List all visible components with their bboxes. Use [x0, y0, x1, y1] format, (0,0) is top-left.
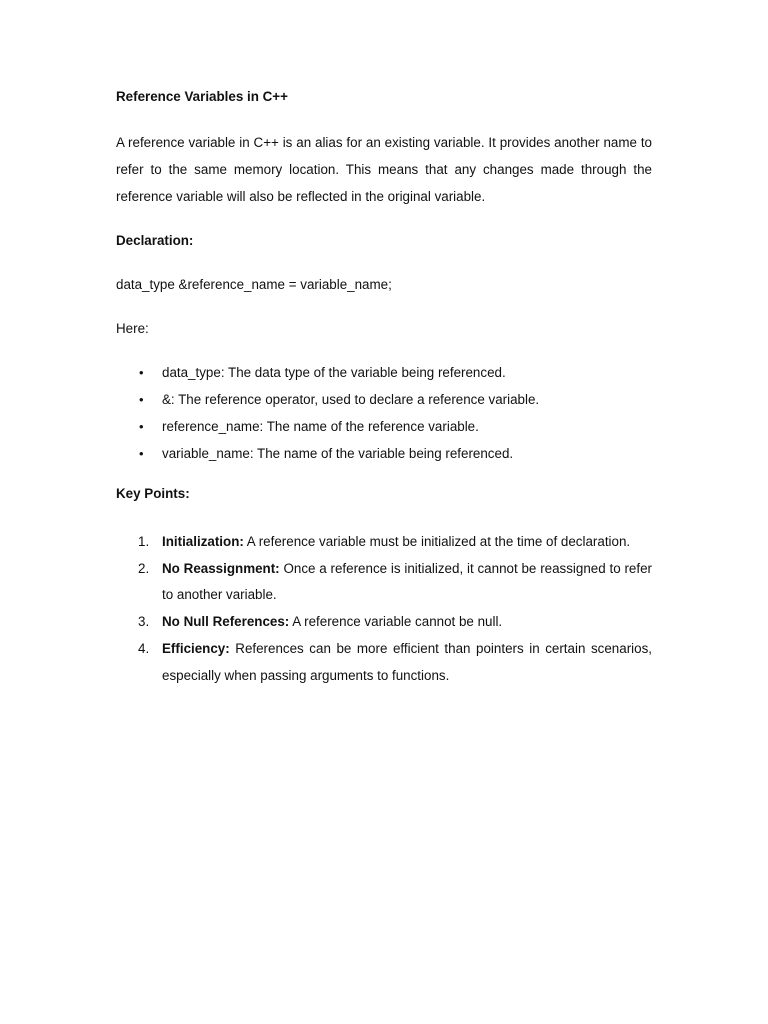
key-points-list — [116, 529, 652, 690]
point-term: Efficiency: — [162, 640, 230, 656]
list-number: 3. — [138, 614, 150, 630]
bullet-icon: • — [139, 365, 144, 381]
list-item — [116, 529, 652, 556]
list-item — [116, 636, 652, 690]
list-item-text: data_type: The data type of the variable being referenced. — [162, 365, 506, 381]
document-title: Reference Variables in C++ — [116, 89, 288, 104]
declaration-syntax: data_type &reference_name = variable_name; — [116, 277, 392, 293]
list-item — [116, 609, 652, 636]
bullet-icon: • — [139, 445, 144, 461]
intro-paragraph: A reference variable in C++ is an alias for an existing variable. It provides another name to refer to the same memory location. This means that any changes made through the reference variable will also be reflected in the original variable. — [116, 135, 652, 204]
list-item-text: variable_name: The name of the variable being referenced. — [162, 445, 514, 461]
point-term: Initialization: — [162, 533, 244, 549]
list-item — [116, 391, 652, 409]
declaration-list — [116, 364, 652, 462]
point-text: References can be more efficient than pointers in certain scenarios, especially when passing arguments to functions. — [162, 640, 652, 683]
point-text: A reference variable must be initialized at the time of declaration. — [243, 533, 631, 549]
here-label: Here: — [116, 321, 149, 337]
list-number: 4. — [138, 640, 150, 656]
key-points-heading: Key Points: — [116, 485, 190, 501]
list-item-text: &: The reference operator, used to declare a reference variable. — [162, 392, 540, 408]
list-item — [116, 445, 652, 463]
list-item — [116, 364, 652, 382]
bullet-icon: • — [139, 392, 144, 408]
point-term: No Reassignment: — [162, 560, 280, 576]
list-item-text: reference_name: The name of the reference variable. — [162, 418, 479, 434]
declaration-heading: Declaration: — [116, 233, 194, 249]
list-number: 2. — [138, 560, 150, 576]
point-term: No Null References: — [162, 614, 290, 630]
bullet-icon: • — [139, 418, 144, 434]
document-page — [116, 88, 652, 690]
list-item — [116, 556, 652, 610]
list-item — [116, 418, 652, 436]
point-text: A reference variable cannot be null. — [289, 614, 503, 630]
list-number: 1. — [138, 533, 150, 549]
point-text: Once a reference is initialized, it cannot be reassigned to refer to another variable. — [162, 560, 653, 603]
